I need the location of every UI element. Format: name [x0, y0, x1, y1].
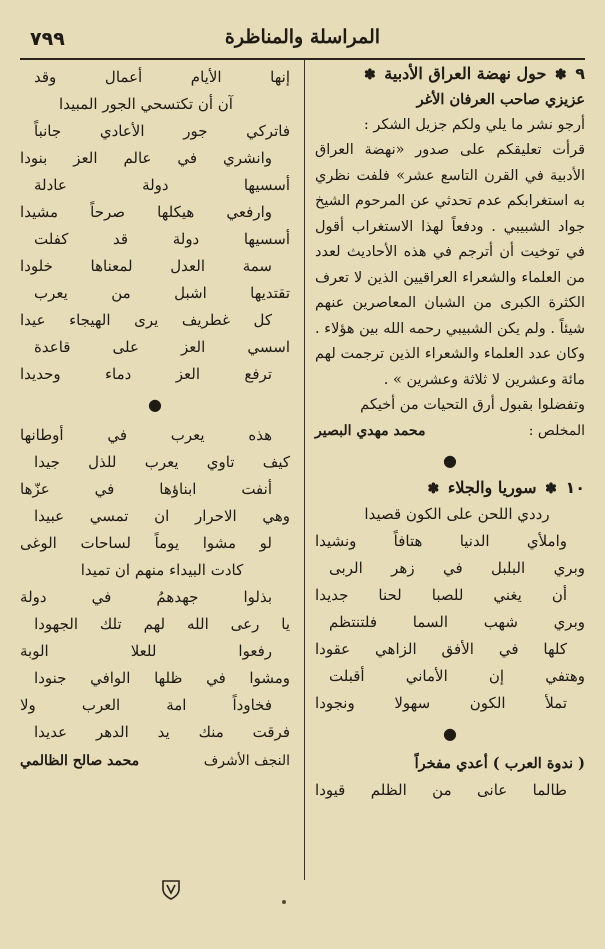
verse-word: عانى	[477, 780, 508, 799]
verse-word: كلها	[543, 639, 567, 658]
verse-word: ومشوا	[249, 669, 290, 687]
verse-word: صرحاً	[90, 203, 125, 221]
verse-word: العدل	[170, 257, 206, 275]
section-separator: ●	[443, 723, 457, 743]
verse-line	[20, 280, 290, 307]
verse-word: السما	[412, 612, 449, 631]
verse-word: رفعوا	[238, 642, 272, 660]
signature: محمد مهدي البصير	[315, 422, 426, 439]
running-title: المراسلة والمناظرة	[224, 26, 381, 48]
section-separator: ●	[148, 395, 162, 414]
verse-word: أسسيها	[243, 176, 290, 194]
verse-word: كفلت	[34, 230, 69, 248]
verse-word: فلتنتظم	[329, 612, 378, 631]
verse-word: ونجودا	[315, 693, 355, 712]
verse-word: لساحات	[80, 534, 131, 552]
verse-word: قاعدة	[34, 338, 71, 356]
verse-word: شهب	[483, 612, 518, 631]
verse-word: زهر	[391, 558, 415, 577]
verse-word: في	[442, 558, 463, 577]
verse-word: ابناؤها	[159, 480, 197, 498]
section-separator: ●	[443, 450, 457, 470]
verse-word: يعرب	[34, 284, 68, 302]
verse-word: كل	[253, 311, 272, 329]
verse-word: جيدا	[34, 453, 60, 471]
verse-word: اشبل	[174, 284, 207, 302]
verse-word: أوطانها	[20, 426, 64, 444]
verse-word: هتافاً	[393, 531, 423, 550]
verse-word: الأيام	[190, 68, 222, 86]
verse-line	[20, 172, 290, 199]
verse-line	[315, 663, 585, 690]
verse-word: الله	[186, 615, 209, 633]
signature: محمد صالح الظالمي	[20, 753, 140, 769]
ornament-icon: ✽	[545, 480, 557, 497]
verse-word: واملأي	[526, 531, 567, 550]
verse-word: يا	[281, 615, 290, 633]
verse-line	[20, 719, 290, 746]
paragraph: قرأت تعليقكم على صدور «نهضة العراق الأدبية في القرن التاسع عشر» فلفت نظري به استغرابكم عدم تحدثي عن المرحوم الشيخ جواد الشبيبي . ودفعاً لهذا الاستغراب أقول في توخيت أن أترجم في هذه الأحاديث لعدد من العلماء والشعراء العراقيين الذين لا تعرف الكثرة الكبرى من الشبان المعاصرين عنهم شيئاً . ولم يكن الشبيبي رحمه الله بين هؤلاء . وكان عدد العلماء والشعراء الذين ترجمت لهم مائة وعشرين لا ثلاثة وعشرين » .	[315, 142, 585, 388]
verse-word: لهم	[143, 615, 166, 633]
verse-word: وانشري	[223, 149, 272, 167]
verse-word: هيكلها	[157, 203, 195, 221]
verse-line	[20, 226, 290, 253]
verse-word: غطريف	[181, 311, 230, 329]
article-10-heading	[315, 478, 585, 497]
verse-word: من	[111, 284, 131, 302]
verse-word: فخاوداً	[232, 696, 272, 714]
verse-word: وهتفي	[545, 666, 585, 685]
verse-line	[20, 503, 290, 530]
paragraph: وتفضلوا بقبول أرق التحيات من أخيكم	[360, 397, 585, 413]
verse-word: العز	[73, 149, 98, 167]
verse-word: ظلها	[154, 669, 183, 687]
verse-word: على	[112, 338, 139, 356]
verse-line	[315, 636, 585, 663]
column-divider	[304, 60, 305, 880]
verse-line	[315, 528, 585, 555]
article-number: ٩	[575, 64, 585, 83]
verse-word: فرقت	[252, 723, 290, 741]
verse-line	[20, 557, 290, 584]
verse-line	[315, 609, 585, 636]
verse-line	[20, 692, 290, 719]
verse-word: في	[94, 480, 115, 498]
verse-word: تلك	[99, 615, 122, 633]
verse-word: بذلوا	[243, 588, 272, 606]
verse-word: يوماً	[154, 534, 180, 552]
verse-word: في	[91, 588, 112, 606]
page	[20, 20, 585, 935]
verse-line	[315, 501, 585, 528]
verse-word: عديدا	[34, 723, 68, 741]
verse-word: في	[206, 669, 226, 687]
verse-word: اسسي	[247, 338, 290, 356]
article-10-last-verse	[315, 777, 585, 804]
verse-word: وهي	[262, 507, 290, 525]
left-column	[20, 64, 290, 774]
verse-word: وبري	[553, 558, 585, 577]
verse-word: فاتركي	[246, 122, 290, 140]
ornament-icon: ✽	[363, 67, 376, 83]
verse-word: وارفعي	[226, 203, 272, 221]
verse-word: جهدهمُ	[156, 588, 199, 606]
verse-word: وحديدا	[20, 365, 61, 383]
verse-line	[20, 449, 290, 476]
verse-word: ترفع	[244, 365, 272, 383]
verse-word: أسسيها	[243, 230, 290, 248]
verse-word: لحنا	[378, 585, 402, 604]
verse-word: ان	[154, 507, 170, 525]
verse-word: الوغى	[20, 534, 57, 552]
verse-line	[20, 118, 290, 145]
verse-word: جانباً	[34, 122, 62, 140]
verse-word: بنودا	[20, 149, 48, 167]
verse-line	[20, 530, 290, 557]
verse-word: في	[177, 149, 198, 167]
verse-word: مشوا	[202, 534, 237, 552]
page-number: ٧٩٩	[30, 28, 65, 50]
verse-word: عزّها	[20, 480, 50, 498]
verse-line	[20, 145, 290, 172]
verse-line	[20, 253, 290, 280]
verse-word: للعلا	[130, 642, 157, 660]
verse-word: تمسي	[89, 507, 129, 525]
verse-word: امة	[166, 696, 187, 714]
verse-word: إنها	[270, 68, 290, 86]
verse-word: كادت البيداء منهم ان تميدا	[80, 561, 244, 579]
verse-word: يغني	[493, 585, 522, 604]
ornament-icon: ✽	[427, 480, 440, 497]
verse-line	[20, 91, 290, 118]
ink-dot	[282, 900, 286, 904]
verse-word: للذل	[88, 453, 117, 471]
verse-word: وبري	[553, 612, 585, 631]
verse-word: عادلة	[34, 176, 67, 194]
verse-word: الكون	[469, 693, 506, 712]
verse-line	[20, 665, 290, 692]
verse-word: تقتديها	[250, 284, 290, 302]
verse-word: الزاهي	[375, 639, 417, 658]
poem-signature-line	[20, 748, 290, 774]
ornament-icon: ✽	[554, 67, 567, 83]
poem-verses-a	[20, 64, 290, 388]
verse-word: دولة	[142, 176, 169, 194]
place-name: النجف الأشرف	[203, 753, 290, 769]
verse-word: الأعادي	[99, 122, 145, 140]
verse-word: ونشيدا	[315, 531, 357, 550]
verse-line	[315, 690, 585, 717]
verse-word: العرب	[81, 696, 121, 714]
verse-word: العز	[175, 365, 200, 383]
verse-word: لمعناها	[90, 257, 133, 275]
verse-line	[20, 64, 290, 91]
verse-line	[315, 777, 585, 804]
verse-word: جور	[183, 122, 208, 140]
verse-line	[20, 584, 290, 611]
poem-verses-b	[20, 422, 290, 746]
verse-word: في	[498, 639, 519, 658]
verse-word: رددي اللحن على الكون قصيدا	[364, 504, 550, 523]
verse-word: سمة	[242, 257, 272, 275]
article-9-heading	[315, 64, 585, 83]
verse-word: منك	[198, 723, 224, 741]
salutation: عزيزي صاحب العرفان الأغر	[416, 91, 585, 108]
verse-line	[20, 611, 290, 638]
poem-note: ( ندوة العرب ) أعدي مفخراً	[414, 754, 585, 772]
verse-word: ولا	[20, 696, 36, 714]
verse-word: دولة	[172, 230, 200, 248]
verse-word: الوافي	[90, 669, 131, 687]
verse-word: خلودا	[20, 257, 53, 275]
page-header	[20, 20, 585, 60]
verse-line	[20, 199, 290, 226]
verse-line	[315, 555, 585, 582]
verse-word: الظلم	[370, 780, 407, 799]
article-10-poem	[315, 501, 585, 717]
verse-word: تاوي	[206, 453, 235, 471]
verse-word: كيف	[262, 453, 290, 471]
shield-emblem-icon	[160, 878, 182, 900]
verse-word: هذه	[248, 426, 272, 444]
verse-word: الوبة	[20, 642, 49, 660]
verse-word: عالم	[123, 149, 152, 167]
verse-word: الاحرار	[194, 507, 237, 525]
article-9-body	[315, 87, 585, 419]
verse-word: الدنيا	[459, 531, 490, 550]
verse-line	[315, 582, 585, 609]
verse-word: يد	[157, 723, 170, 741]
verse-line	[20, 307, 290, 334]
verse-word: آن أن تكتسحي الجور المبيدا	[59, 95, 233, 113]
verse-word: يرى	[134, 311, 159, 329]
signature-line	[315, 419, 585, 444]
verse-word: جديدا	[315, 585, 349, 604]
article-title: حول نهضة العراق الأدبية	[384, 64, 547, 83]
verse-word: عقودا	[315, 639, 351, 658]
verse-word: من	[432, 780, 452, 799]
verse-line	[20, 638, 290, 665]
article-title: سوريا والجلاء	[447, 477, 537, 497]
verse-line	[20, 361, 290, 388]
article-number: ١٠	[565, 477, 585, 497]
verse-word: الأماني	[405, 666, 448, 685]
verse-word: أنفت	[241, 480, 272, 498]
verse-word: أقبلت	[329, 666, 365, 685]
verse-word: الدهر	[95, 723, 129, 741]
verse-word: قد	[113, 230, 129, 248]
verse-line	[20, 422, 290, 449]
verse-word: جنودا	[34, 669, 67, 687]
verse-word: عيدا	[20, 311, 46, 329]
paragraph: أرجو نشر ما يلي ولكم جزيل الشكر :	[363, 116, 585, 133]
verse-word: الجهودا	[34, 615, 78, 633]
verse-word: أعمال	[104, 68, 143, 86]
verse-word: الأفق	[441, 639, 474, 658]
verse-word: وقد	[34, 68, 57, 86]
verse-word: لو	[259, 534, 272, 552]
verse-word: الربى	[329, 558, 363, 577]
verse-word: دماء	[105, 365, 132, 383]
verse-word: سهولا	[394, 693, 431, 712]
verse-word: الهيجاء	[69, 311, 111, 329]
right-column	[315, 64, 585, 804]
verse-word: دولة	[20, 588, 47, 606]
verse-word: للصبا	[431, 585, 464, 604]
verse-word: البلبل	[491, 558, 526, 577]
verse-line	[20, 334, 290, 361]
verse-word: رعى	[230, 615, 260, 633]
closing: المخلص :	[528, 422, 585, 439]
verse-word: يعرب	[144, 453, 179, 471]
verse-line	[20, 476, 290, 503]
verse-word: مشيدا	[20, 203, 59, 221]
verse-word: تملأ	[545, 693, 567, 712]
verse-word: في	[107, 426, 128, 444]
verse-word: عبيدا	[34, 507, 65, 525]
verse-word: إن	[488, 666, 505, 685]
verse-word: يعرب	[170, 426, 205, 444]
verse-word: طالما	[532, 780, 567, 799]
verse-word: العز	[181, 338, 206, 356]
verse-word: قيودا	[315, 780, 346, 799]
verse-word: أن	[551, 585, 567, 604]
